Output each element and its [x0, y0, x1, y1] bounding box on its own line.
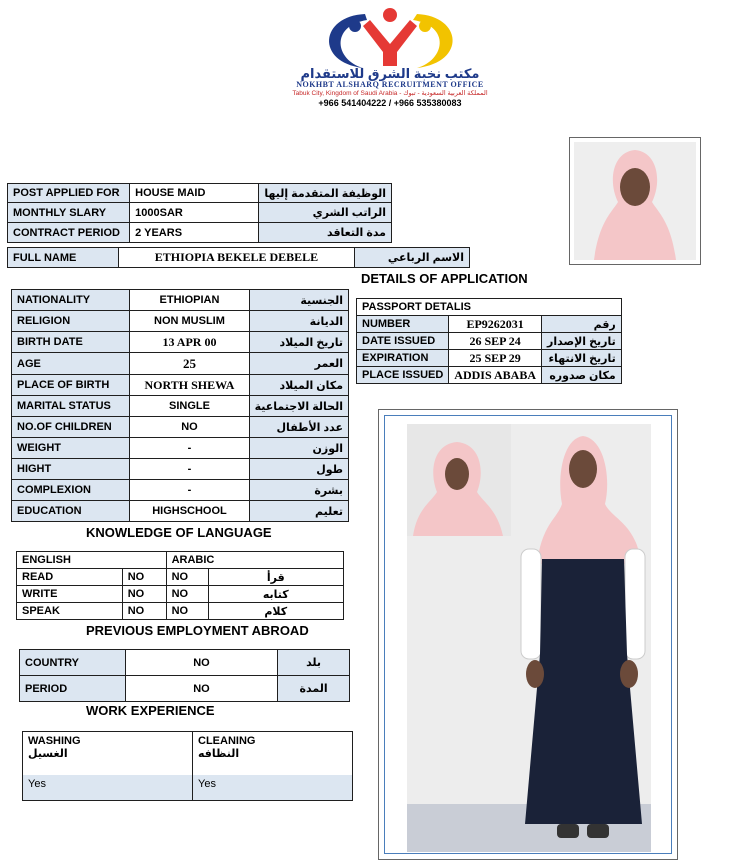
personal-value: HIGHSCHOOL [130, 501, 249, 522]
employment-arabic-label: بلد [278, 650, 350, 676]
table-row [8, 184, 392, 203]
passport-label: NUMBER [357, 316, 449, 333]
passport-table [356, 298, 622, 384]
table-row [8, 203, 392, 223]
full-name-value: ETHIOPIA BEKELE DEBELE [118, 248, 355, 268]
cleaning-label: CLEANING [198, 735, 256, 747]
company-english-name: NOKHBT ALSHARQ RECRUITMENT OFFICE [296, 80, 484, 89]
language-english-header: ENGLISH [17, 552, 167, 569]
table-row [17, 586, 344, 603]
washing-arabic-label: الغسيل [28, 748, 68, 760]
job-arabic-label: مدة التعاقد [259, 223, 392, 243]
full-name-label: FULL NAME [8, 248, 119, 268]
personal-label: RELIGION [12, 311, 130, 332]
table-row [12, 375, 349, 396]
personal-value: NON MUSLIM [130, 311, 249, 332]
job-label: CONTRACT PERIOD [8, 223, 130, 243]
table-row [12, 332, 349, 353]
personal-arabic-label: العمر [249, 353, 348, 375]
table-row [357, 350, 622, 367]
language-skill-label: SPEAK [17, 603, 123, 620]
company-location: Tabuk City, Kingdom of Saudi Arabia - المملكة العربية السعودية - تبوك [292, 90, 488, 97]
table-row [12, 501, 349, 522]
passport-label: PLACE ISSUED [357, 367, 449, 384]
table-row [8, 223, 392, 243]
table-row [12, 396, 349, 417]
personal-arabic-label: طول [249, 459, 348, 480]
table-row [12, 459, 349, 480]
personal-arabic-label: الديانة [249, 311, 348, 332]
full-body-photo [378, 409, 678, 860]
personal-value: 25 [130, 353, 249, 375]
language-skill-label: WRITE [17, 586, 123, 603]
company-phones: +966 541404222 / +966 535380083 [318, 98, 462, 108]
employment-arabic-label: المدة [278, 676, 350, 702]
personal-label: PLACE OF BIRTH [12, 375, 130, 396]
table-row [12, 311, 349, 332]
letterhead [230, 0, 550, 112]
portrait-photo [569, 137, 701, 265]
full-name-table [7, 247, 470, 268]
job-table [7, 183, 392, 243]
company-logo [305, 2, 475, 74]
table-row [12, 438, 349, 459]
passport-value: EP9262031 [449, 316, 542, 333]
language-title: KNOWLEDGE OF LANGUAGE [86, 525, 272, 540]
personal-arabic-label: عدد الأطفال [249, 417, 348, 438]
employment-value: NO [125, 650, 277, 676]
personal-arabic-label: مكان الميلاد [249, 375, 348, 396]
passport-title: PASSPORT DETALIS [357, 299, 622, 316]
washing-value-cell [23, 775, 193, 800]
employment-value: NO [125, 676, 277, 702]
job-arabic-label: الراتب الشري [259, 203, 392, 223]
details-of-application-title: DETAILS OF APPLICATION [361, 271, 528, 286]
employment-label: COUNTRY [20, 650, 126, 676]
personal-value: ETHIOPIAN [130, 290, 249, 311]
language-arabic-header: ARABIC [166, 552, 343, 569]
work-experience-title: WORK EXPERIENCE [86, 703, 215, 718]
full-name-arabic-label: الاسم الرباعي [355, 248, 470, 268]
passport-arabic-label: تاريخ الانتهاء [541, 350, 621, 367]
language-english-value: NO [122, 603, 166, 620]
language-english-value: NO [122, 569, 166, 586]
table-row [8, 248, 470, 268]
job-label: MONTHLY SLARY [8, 203, 130, 223]
language-skill-arabic-label: كلام [208, 603, 343, 620]
table-row [20, 650, 350, 676]
passport-value: 25 SEP 29 [449, 350, 542, 367]
washing-value: Yes [28, 778, 46, 790]
employment-label: PERIOD [20, 676, 126, 702]
personal-arabic-label: بشرة [249, 480, 348, 501]
personal-value: NO [130, 417, 249, 438]
company-arabic-name: مكتب نخبة الشرق للاستقدام [300, 66, 480, 81]
passport-label: DATE ISSUED [357, 333, 449, 350]
washing-label: WASHING [28, 735, 81, 747]
passport-value: 26 SEP 24 [449, 333, 542, 350]
personal-arabic-label: تعليم [249, 501, 348, 522]
personal-arabic-label: الجنسية [249, 290, 348, 311]
personal-value: - [130, 438, 249, 459]
employment-table [19, 649, 350, 702]
personal-label: NO.OF CHILDREN [12, 417, 130, 438]
language-skill-arabic-label: قرأ [208, 569, 343, 586]
personal-value: NORTH SHEWA [130, 375, 249, 396]
table-row [357, 333, 622, 350]
language-table [16, 551, 344, 620]
personal-label: NATIONALITY [12, 290, 130, 311]
personal-label: MARITAL STATUS [12, 396, 130, 417]
personal-label: BIRTH DATE [12, 332, 130, 353]
language-arabic-value: NO [166, 603, 208, 620]
personal-arabic-label: تاريخ الميلاد [249, 332, 348, 353]
personal-arabic-label: الوزن [249, 438, 348, 459]
table-row [357, 367, 622, 384]
language-english-value: NO [122, 586, 166, 603]
language-skill-arabic-label: كتابه [208, 586, 343, 603]
personal-table [11, 289, 349, 522]
language-arabic-value: NO [166, 586, 208, 603]
table-row [357, 316, 622, 333]
cleaning-arabic-label: النظافه [198, 748, 240, 760]
job-arabic-label: الوظيفة المتقدمة إليها [259, 184, 392, 203]
table-row [12, 480, 349, 501]
cleaning-cell [193, 732, 352, 775]
language-arabic-value: NO [166, 569, 208, 586]
personal-label: EDUCATION [12, 501, 130, 522]
personal-value: 13 APR 00 [130, 332, 249, 353]
table-row [357, 299, 622, 316]
job-value: 1000SAR [130, 203, 259, 223]
table-row [17, 603, 344, 620]
job-value: HOUSE MAID [130, 184, 259, 203]
passport-label: EXPIRATION [357, 350, 449, 367]
personal-arabic-label: الحالة الاجتماعية [249, 396, 348, 417]
job-value: 2 YEARS [130, 223, 259, 243]
table-row [17, 552, 344, 569]
personal-label: COMPLEXION [12, 480, 130, 501]
personal-label: WEIGHT [12, 438, 130, 459]
passport-arabic-label: رقم [541, 316, 621, 333]
washing-cell [23, 732, 193, 775]
personal-value: SINGLE [130, 396, 249, 417]
passport-arabic-label: مكان صدوره [541, 367, 621, 384]
passport-value: ADDIS ABABA [449, 367, 542, 384]
cleaning-value-cell [193, 775, 352, 800]
table-row [12, 417, 349, 438]
personal-label: HIGHT [12, 459, 130, 480]
full-body-image [407, 424, 651, 852]
table-row [17, 569, 344, 586]
language-skill-label: READ [17, 569, 123, 586]
job-label: POST APPLIED FOR [8, 184, 130, 203]
employment-title: PREVIOUS EMPLOYMENT ABROAD [86, 623, 309, 638]
table-row [12, 290, 349, 311]
passport-arabic-label: تاريخ الإصدار [541, 333, 621, 350]
portrait-image [574, 142, 696, 260]
cleaning-value: Yes [198, 778, 216, 790]
table-row [12, 353, 349, 375]
personal-value: - [130, 459, 249, 480]
table-row [20, 676, 350, 702]
personal-value: - [130, 480, 249, 501]
work-experience-box [22, 731, 353, 801]
personal-label: AGE [12, 353, 130, 375]
